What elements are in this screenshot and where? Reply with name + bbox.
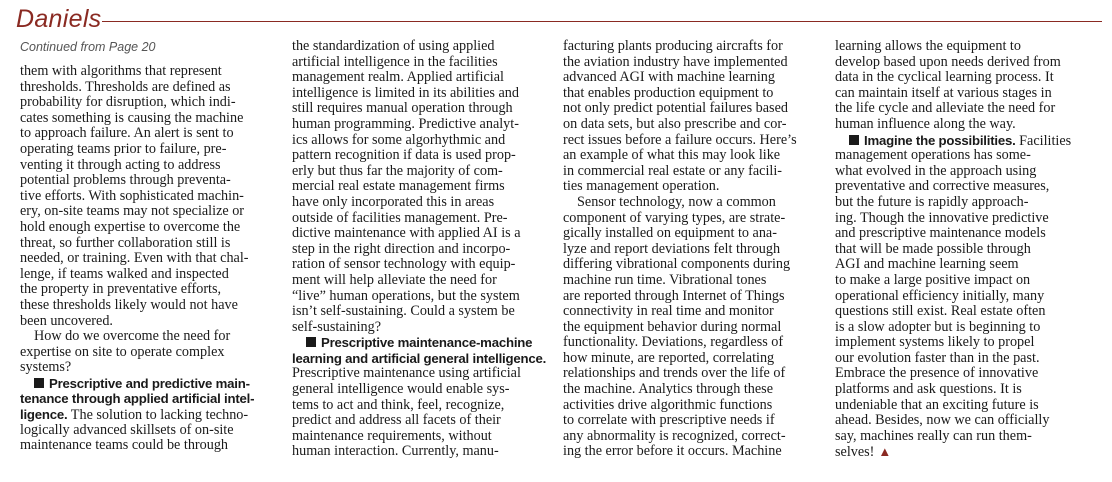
text-line: is a slow adopter but is beginning to (835, 318, 1041, 335)
paragraph (20, 64, 254, 329)
text-line: hold enough expertise to overcome the (20, 218, 241, 235)
text-line: to make a large positive impact on (835, 271, 1031, 288)
body-text: Facilities (1015, 132, 1072, 149)
text-line: artificial intelligence in the facilities (292, 53, 498, 70)
text-line: tive efforts. With sophisticated machin- (20, 187, 244, 204)
text-line: functionality. Deviations, regardless of (563, 334, 784, 351)
text-line: thresholds. Thresholds are defined as (20, 78, 231, 95)
text-line: ment will help alleviate the need for (292, 271, 497, 288)
continued-from-label: Continued from Page 20 (20, 40, 156, 54)
text-line: how minute, are reported, correlating (563, 349, 775, 366)
article-column-3 (563, 39, 797, 460)
text-line: the property in preventative efforts, (20, 281, 222, 298)
text-line: ration of sensor technology with equip- (292, 256, 516, 273)
text-line: to correlate with prescriptive needs if (563, 412, 775, 429)
subhead-text: Prescriptive maintenance-machine (321, 335, 533, 351)
text-line: ics allows for some algorhythmic and (292, 131, 506, 148)
subhead-line (292, 351, 546, 367)
article-column-1 (20, 64, 254, 454)
text-line: that enables production equipment to (563, 84, 774, 101)
text-line: ing. Though the innovative predictive (835, 209, 1049, 226)
text-line: probability for disruption, which indi- (20, 94, 236, 111)
text-line: lenge, if teams walked and inspected (20, 265, 229, 282)
text-line: cates something is causing the machine (20, 109, 244, 126)
subhead-text: Prescriptive and predictive main- (49, 375, 250, 391)
text-line: human influence along the way. (835, 115, 1016, 132)
text-line: been uncovered. (20, 312, 113, 329)
text-line: data in the cyclical learning process. It (835, 69, 1054, 86)
text-line: ahead. Besides, now we can officially (835, 412, 1050, 429)
body-text: The solution to lacking techno- (67, 407, 249, 424)
text-line: tems to act and think, feel, recognize, (292, 396, 505, 413)
square-bullet-icon (849, 135, 859, 145)
text-line: differing vibrational components during (563, 256, 791, 273)
text-line: machine run time. Vibrational tones (563, 271, 767, 288)
text-line: relationships and trends over the life of (563, 365, 786, 382)
text-line: human programming. Predictive analyt- (292, 115, 519, 132)
text-line: the life cycle and alleviate the need for (835, 100, 1056, 117)
text-line: management operations has some- (835, 147, 1031, 164)
text-line: can maintain itself at various stages in (835, 84, 1052, 101)
text-line: implement systems likely to propel (835, 334, 1035, 351)
text-line: venting it through acting to address (20, 156, 221, 173)
author-title: Daniels (16, 5, 102, 33)
text-line: systems? (20, 359, 72, 376)
text-line: erly but thus far the majority of com- (292, 162, 503, 179)
paragraph (835, 39, 1071, 133)
text-line: How do we overcome the need for (34, 328, 231, 345)
text-line: ties management operation. (563, 178, 720, 195)
paragraph (20, 423, 254, 454)
text-line: Sensor technology, now a common (577, 193, 776, 210)
text-line: ery, on-site teams may not specialize or (20, 203, 245, 220)
square-bullet-icon (306, 337, 316, 347)
text-line: questions still exist. Real estate often (835, 303, 1046, 320)
paragraph (20, 329, 254, 376)
text-line: predict and address all facets of their (292, 412, 501, 429)
header-rule (102, 21, 1102, 22)
text-line: are reported through Internet of Things (563, 287, 785, 304)
text-line: the aviation industry have implemented (563, 53, 788, 70)
text-line: lyze and report deviations felt through (563, 240, 781, 257)
text-line: logically advanced skillsets of on-site (20, 421, 234, 438)
text-line: activities drive algorithmic functions (563, 396, 773, 413)
text-line: Embrace the presence of innovative (835, 365, 1039, 382)
text-line: general intelligence would enable sys- (292, 381, 510, 398)
subhead-line (20, 407, 254, 423)
text-line: connectivity in real time and monitor (563, 303, 774, 320)
text-line: any abnormality is recognized, correct- (563, 427, 786, 444)
text-line: to approach failure. An alert is sent to (20, 125, 234, 142)
text-line: expertise on site to operate complex (20, 343, 225, 360)
text-line: selves! ▲ (835, 444, 892, 461)
paragraph (563, 195, 797, 460)
text-line: pattern recognition if data is used prop- (292, 147, 516, 164)
paragraph (835, 148, 1071, 460)
text-line: intelligence is limited in its abilities and (292, 84, 519, 101)
paragraph (292, 39, 546, 335)
text-line: Prescriptive maintenance using artificial (292, 365, 521, 382)
text-line: preventative and corrective measures, (835, 178, 1050, 195)
text-line: management realm. Applied artificial (292, 69, 504, 86)
paragraph (563, 39, 797, 195)
text-line: facturing plants producing aircrafts for (563, 38, 783, 54)
text-line: not only predict potential failures based (563, 100, 788, 117)
square-bullet-icon (34, 378, 44, 388)
text-line: learning allows the equipment to (835, 38, 1021, 54)
article-column-4 (835, 39, 1071, 460)
text-line: say, machines really can run them- (835, 427, 1032, 444)
text-line: but the future is rapidly approach- (835, 193, 1029, 210)
text-line: step in the right direction and incorpo- (292, 240, 511, 257)
text-line: operational efficiency initially, many (835, 287, 1045, 304)
article-column-2 (292, 39, 546, 460)
text-line: mercial real estate management firms (292, 178, 505, 195)
subhead-line (292, 335, 546, 351)
text-line: in commercial real estate or any facili- (563, 162, 783, 179)
text-line: gically installed on equipment to ana- (563, 225, 777, 242)
text-line: have only incorporated this in areas (292, 193, 495, 210)
text-line: outside of facilities management. Pre- (292, 209, 508, 226)
paragraph (292, 366, 546, 460)
subhead-line (20, 391, 254, 407)
text-line: the standardization of using applied (292, 38, 495, 54)
text-line: AGI and machine learning seem (835, 256, 1019, 273)
text-line: that will be made possible through (835, 240, 1031, 257)
text-line: undeniable that an exciting future is (835, 396, 1039, 413)
text-line: what evolved in the approach using (835, 162, 1037, 179)
end-mark-triangle-icon: ▲ (878, 444, 892, 460)
subhead-line (835, 133, 1071, 149)
subhead-text: learning and artificial general intelligence. (292, 350, 547, 366)
subhead-text: Imagine the possibilities. (864, 132, 1016, 148)
text-line: our evolution faster than in the past. (835, 349, 1040, 366)
text-line: human interaction. Currently, manu- (292, 443, 499, 460)
text-line: these thresholds likely would not have (20, 296, 238, 313)
page-header (16, 4, 1102, 34)
text-line: advanced AGI with machine learning (563, 69, 775, 86)
text-line: the machine. Analytics through these (563, 381, 773, 398)
subhead-text: ligence. (20, 407, 68, 423)
text-line: on data sets, but also prescribe and cor- (563, 115, 787, 132)
text-line: ing the error before it occurs. Machine (563, 443, 782, 460)
text-line: potential problems through preventa- (20, 172, 231, 189)
text-line: maintenance teams could be through (20, 437, 229, 454)
text-line: isn’t self-sustaining. Could a system be (292, 303, 515, 320)
text-line: still requires manual operation through (292, 100, 513, 117)
text-line: them with algorithms that represent (20, 63, 222, 79)
text-line: maintenance requirements, without (292, 427, 492, 444)
subhead-line (20, 376, 254, 392)
text-line: and prescriptive maintenance models (835, 225, 1046, 242)
text-line: dictive maintenance with applied AI is a (292, 225, 521, 242)
text-line: the equipment behavior during normal (563, 318, 782, 335)
subhead-text: tenance through applied artificial intel- (20, 391, 255, 407)
text-line: rect issues before a failure occurs. Here’s (563, 131, 797, 148)
text-line: self-sustaining? (292, 318, 382, 335)
text-line: “live” human operations, but the system (292, 287, 520, 304)
text-line: threat, so further collaboration still is (20, 234, 231, 251)
text-line: platforms and ask questions. It is (835, 381, 1022, 398)
text-line: operating teams prior to failure, pre- (20, 140, 227, 157)
text-line: an example of what this may look like (563, 147, 781, 164)
text-line: develop based upon needs derived from (835, 53, 1061, 70)
text-line: component of varying types, are strate- (563, 209, 786, 226)
text-line: needed, or training. Even with that chal- (20, 250, 249, 267)
